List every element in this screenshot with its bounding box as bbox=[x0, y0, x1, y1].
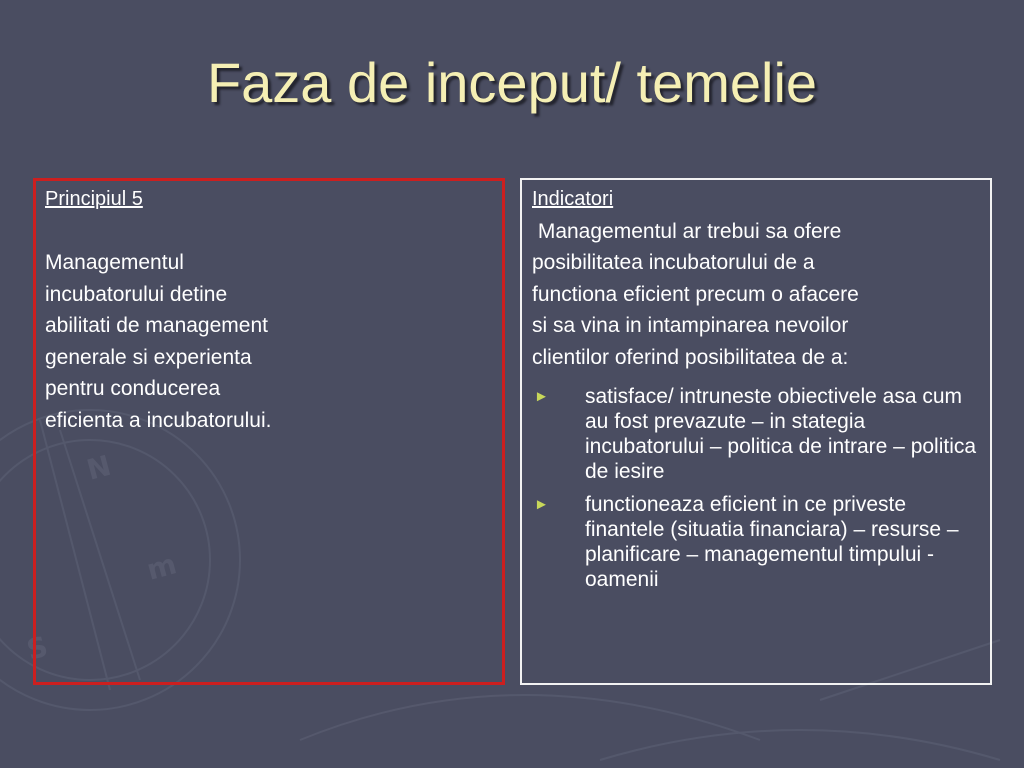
indicators-line: posibilitatea incubatorului de a bbox=[532, 251, 815, 274]
svg-text:N: N bbox=[83, 448, 115, 487]
triangle-bullet-icon: ► bbox=[534, 388, 549, 405]
svg-text:S: S bbox=[23, 629, 52, 667]
principle-line: eficienta a incubatorului. bbox=[45, 408, 272, 432]
bullet-text: satisface/ intruneste obiectivele asa cum au fost prevazute – in stategia incubatorului – politica de intrare – politica de iesire bbox=[585, 385, 977, 483]
principle-line: generale si experienta bbox=[45, 345, 252, 369]
indicators-box bbox=[520, 178, 992, 685]
indicators-heading: Indicatori bbox=[532, 188, 614, 210]
svg-text:m: m bbox=[143, 547, 181, 587]
bullet-item bbox=[532, 384, 980, 484]
indicators-line: Managementul ar trebui sa ofere bbox=[532, 219, 842, 243]
principle-line: Managementul bbox=[45, 251, 184, 274]
principle-line: pentru conducerea bbox=[45, 377, 221, 400]
indicators-line: si sa vina in intampinarea nevoilor bbox=[532, 314, 849, 337]
indicators-bullet-list bbox=[532, 384, 980, 592]
principle-box bbox=[33, 178, 505, 685]
principle-line: abilitati de management bbox=[45, 314, 268, 337]
triangle-bullet-icon: ► bbox=[534, 496, 549, 513]
indicators-line: functiona eficient precum o afacere bbox=[532, 282, 859, 306]
bullet-item bbox=[532, 492, 980, 592]
slide-title: Faza de inceput/ temelie bbox=[206, 51, 818, 114]
principle-line: incubatorului detine bbox=[45, 282, 228, 306]
indicators-line: clientilor oferind posibilitatea de a: bbox=[532, 345, 849, 369]
principle-heading: Principiul 5 bbox=[45, 188, 143, 210]
bullet-text: functioneaza eficient in ce priveste finantele (situatia financiara) – resurse – planificare – managementul timpului - oamenii bbox=[585, 493, 959, 591]
spacer bbox=[45, 216, 493, 248]
